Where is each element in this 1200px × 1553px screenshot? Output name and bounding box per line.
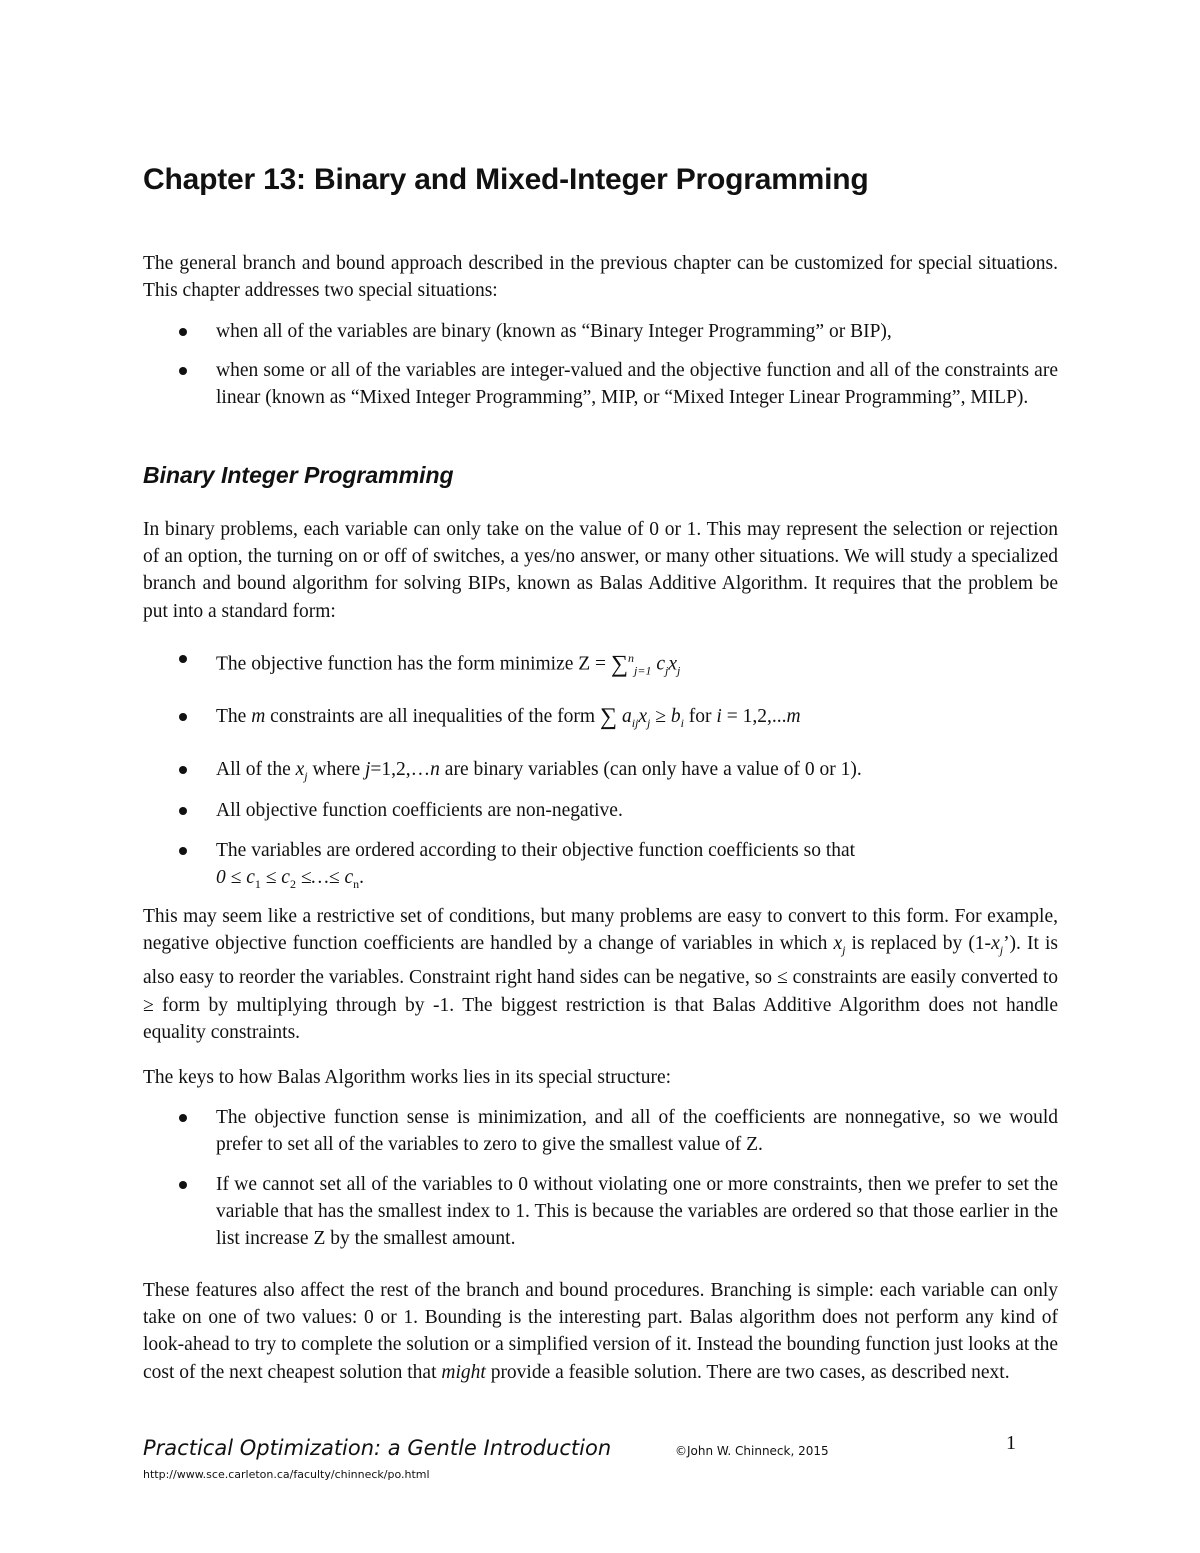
bullet-icon (179, 807, 187, 815)
section-title: Binary Integer Programming (143, 462, 454, 488)
bullet-icon (179, 766, 187, 774)
intro-bullet-2: when some or all of the variables are integer-valued and the objective function and all of the constraints are linear (known as “Mixed Integer Programming”, MIP, or “Mixed Integer Linear Programming”, MILP). (143, 357, 1058, 411)
page-number: 1 (1006, 1432, 1016, 1454)
form-bullet-nonneg: All objective function coefficients are non-negative. (143, 797, 1058, 824)
intro-paragraph: The general branch and bound approach described in the previous chapter can be customized for special situations. This chapter addresses two special situations: (143, 253, 1058, 302)
footer-book-title: Practical Optimization: a Gentle Introduction (143, 1436, 612, 1460)
keys-paragraph: The keys to how Balas Algorithm works lies in its special structure: (143, 1067, 672, 1088)
keys-bullet-2: If we cannot set all of the variables to 0 without violating one or more constraints, then we prefer to set the variable that has the smallest index to 1. This is because the variables are ordered so that those earlier in the list increase Z by the smallest amount. (143, 1171, 1058, 1253)
bullet-icon (179, 847, 187, 855)
form-bullet-constraints: The m constraints are all inequalities of the form ∑ $a_{ij}x_j \ge b_i$ for i = 1,2,...m (143, 703, 1058, 737)
summation-symbol: ∑ (610, 651, 629, 678)
footer-url-link[interactable]: http://www.sce.carleton.ca/faculty/chinneck/po.html (143, 1468, 430, 1481)
keys-bullet-1: The objective function sense is minimization, and all of the coefficients are nonnegative, so we would prefer to set all of the variables to zero to give the smallest value of Z. (143, 1104, 1058, 1158)
chapter-title: Chapter 13: Binary and Mixed-Integer Programming (143, 163, 869, 196)
bip-paragraph: In binary problems, each variable can only take on the value of 0 or 1. This may represent the selection or rejection of an option, the turning on or off of switches, a yes/no answer, or many other situations. We will study a specialized branch and bound algorithm for solving BIPs, known as Balas Additive Algorithm. It requires that the problem be put into a standard form: (143, 519, 1058, 622)
bullet-icon (179, 655, 187, 663)
footer-copyright: ©John W. Chinneck, 2015 (675, 1444, 829, 1458)
intro-bullet-1: when all of the variables are binary (known as “Binary Integer Programming” or BIP), (143, 318, 1058, 345)
bullet-icon (179, 367, 187, 375)
form-bullet-objective: The objective function has the form minimize Z = ∑$^n_{j=1}$ $c_jx_j$ (143, 645, 1058, 685)
form-bullet-binary: All of the $x_j$ where j=1,2,…n are binary variables (can only have a value of 0 or 1). (143, 756, 1058, 790)
bullet-icon (179, 328, 187, 336)
summation-symbol: ∑ (599, 704, 618, 730)
document-page (143, 0, 1058, 1553)
bullet-icon (179, 1114, 187, 1122)
bullet-icon (179, 713, 187, 721)
bullet-icon (179, 1181, 187, 1189)
features-paragraph: These features also affect the rest of the branch and bound procedures. Branching is simple: each variable can only take on one of two values: 0 or 1. Bounding is the interesting part. Balas algorithm does not perform any kind of look-ahead to try to complete the solution or a simplified version of it. Instead the bounding function just looks at the cost of the next cheapest solution that might provide a feasible solution. There are two cases, as described next. (143, 1280, 1058, 1383)
form-bullet-ordered: The variables are ordered according to their objective function coefficients so that $0 \le c_1 \le c_2$ ≤…≤ $c_n$. (143, 837, 1058, 898)
restrictive-paragraph: This may seem like a restrictive set of conditions, but many problems are easy to convert to this form. For example, negative objective function coefficients are handled by a change of variables in which $x_j$ is replaced by $(1-x_j’)$. It is also easy to reorder the variables. Constraint right hand sides can be negative, so ≤ constraints are easily converted to ≥ form by multiplying through by -1. The biggest restriction is that Balas Additive Algorithm does not handle equality constraints. (143, 906, 1059, 1043)
